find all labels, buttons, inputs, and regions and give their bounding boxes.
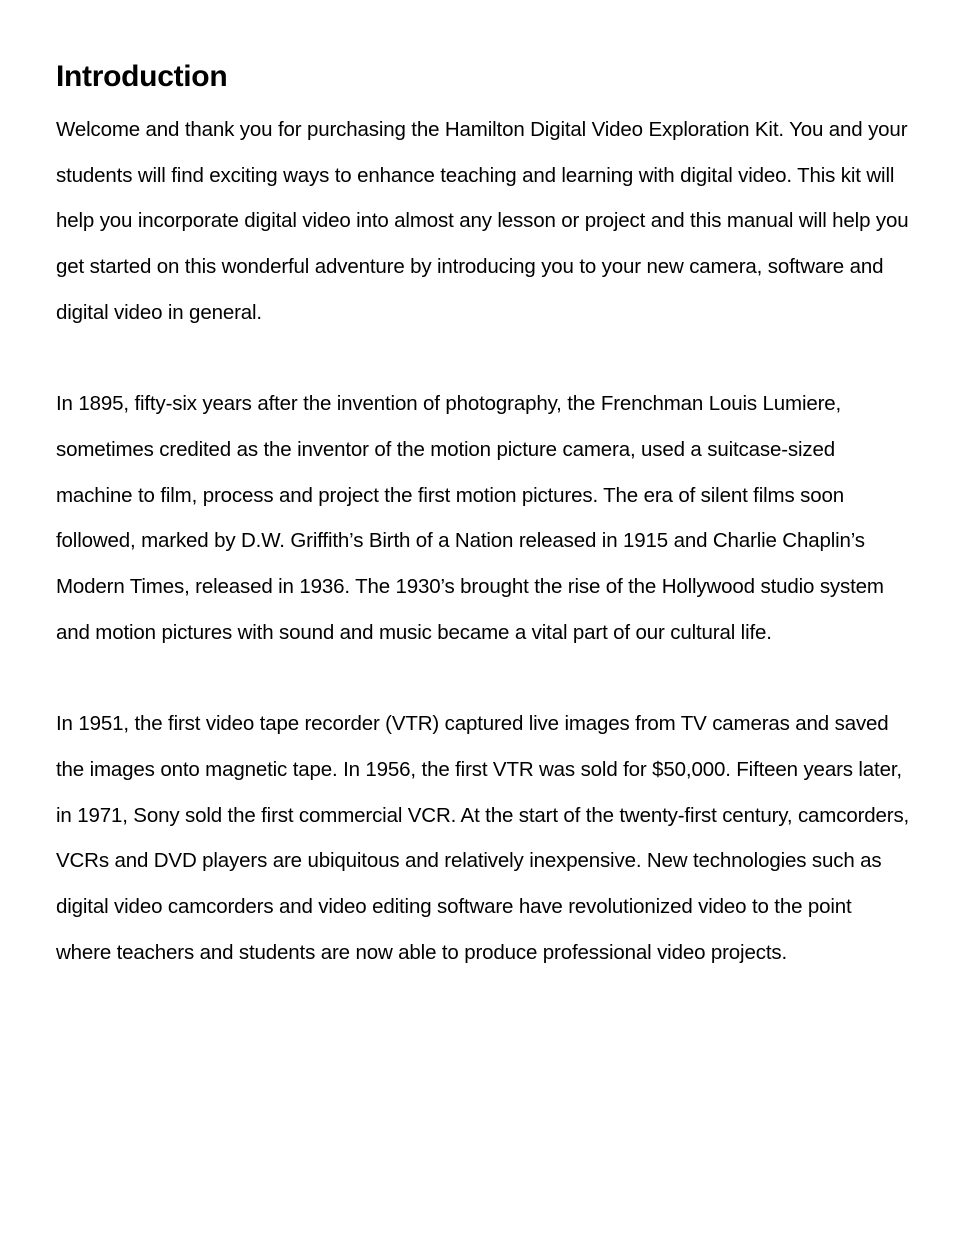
paragraph-video-history: In 1951, the first video tape recorder (VTR) captured live images from TV cameras and saved the images onto magnetic tape. In 1956, the first VTR was sold for $50,000. Fifteen years later, in 1971, Sony sold the first commercial VCR. At the start of the twenty-first century, camcorders, VCRs and DVD players are ubiquitous and relatively inexpensive. New technologies such as digital video camcorders and video editing software have revolutionized video to the point where teachers and students are now able to produce professional video projects. bbox=[56, 712, 910, 964]
page-title: Introduction bbox=[56, 60, 228, 93]
paragraph-welcome: Welcome and thank you for purchasing the Hamilton Digital Video Exploration Kit. You and your students will find exciting ways to enhance teaching and learning with digital video. This kit will help you incorporate digital video into almost any lesson or project and this manual will help you get started on this wonderful adventure by introducing you to your new camera, software and digital video in general. bbox=[56, 118, 909, 324]
paragraph-film-history: In 1895, fifty-six years after the invention of photography, the Frenchman Louis Lumiere, sometimes credited as the inventor of the motion picture camera, used a suitcase-sized machine to film, process and project the first motion pictures. The era of silent films soon followed, marked by D.W. Griffith’s Birth of a Nation released in 1915 and Charlie Chaplin’s Modern Times, released in 1936. The 1930’s brought the rise of the Hollywood studio system and motion pictures with sound and music became a vital part of our cultural life. bbox=[56, 392, 884, 644]
document-page bbox=[56, 56, 912, 975]
